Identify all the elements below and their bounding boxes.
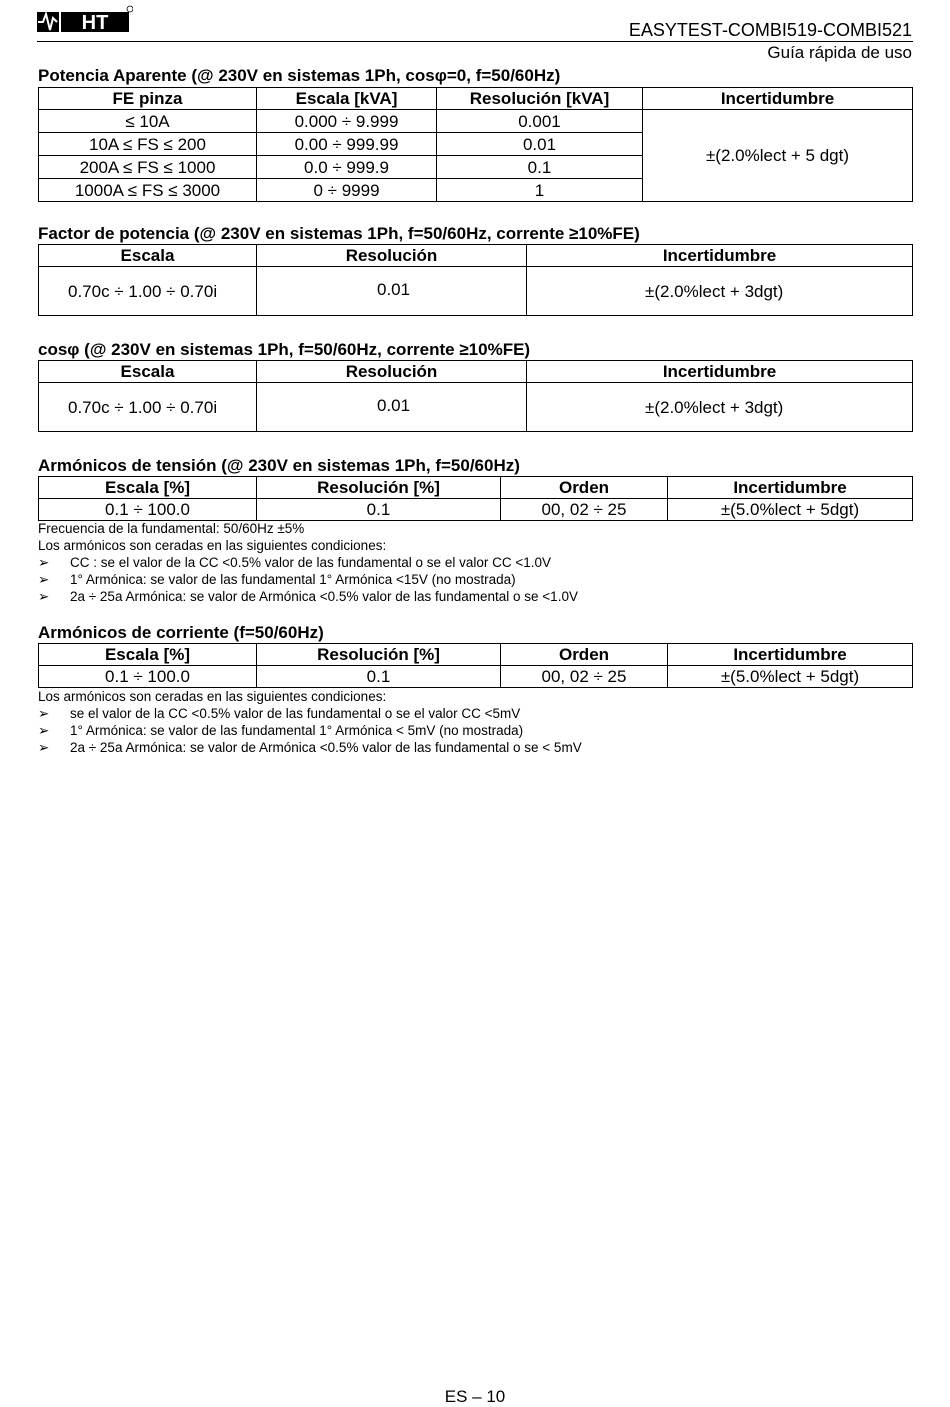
col-header: Resolución [%] [257,644,501,666]
header-divider [37,41,913,42]
arrow-bullet-icon: ➢ [38,589,50,604]
col-header: Escala [kVA] [257,88,437,110]
note-fundamental-frequency: Frecuencia de la fundamental: 50/60Hz ±5% [38,521,305,536]
section-title-apparent-power: Potencia Aparente (@ 230V en sistemas 1Ph, cosφ=0, f=50/60Hz) [38,66,561,85]
apparent-power-table [38,87,913,202]
table-row [39,666,913,688]
current-harmonics-table [38,643,913,688]
list-item [38,589,578,605]
document-subtitle: Guía rápida de uso [767,43,912,62]
cell: 0.0 ÷ 999.9 [257,156,437,179]
list-item [38,723,523,739]
cell: 00, 02 ÷ 25 [501,666,668,688]
document-model: EASYTEST-COMBI519-COMBI521 [628,20,912,40]
arrow-bullet-icon: ➢ [38,555,50,570]
cell: 0.1 [257,499,501,521]
cell: 0 ÷ 9999 [257,179,437,202]
cell: ±(5.0%lect + 5dgt) [668,666,913,688]
arrow-bullet-icon: ➢ [38,723,50,738]
table-row [39,110,913,133]
power-factor-table [38,244,913,316]
list-item [38,706,520,722]
col-header: Orden [501,477,668,499]
table-row [39,383,913,432]
cell: 0.1 [257,666,501,688]
col-header: Resolución [%] [257,477,501,499]
list-item [38,572,516,588]
col-header: Resolución [kVA] [437,88,643,110]
col-header: Incertidumbre [527,361,913,383]
list-item-text: se el valor de la CC <0.5% valor de las fundamental o se el valor CC <5mV [70,706,521,721]
section-title-cosphi: cosφ (@ 230V en sistemas 1Ph, f=50/60Hz, corrente ≥10%FE) [38,340,531,359]
voltage-harmonics-table [38,476,913,521]
list-item-text: 1° Armónica: se valor de las fundamental 1° Armónica < 5mV (no mostrada) [70,723,524,738]
cell: ±(2.0%lect + 3dgt) [527,267,913,316]
cell: 1000A ≤ FS ≤ 3000 [39,179,257,202]
cell: 0.1 [437,156,643,179]
cell: 0.00 ÷ 999.99 [257,133,437,156]
cell: 0.01 [437,133,643,156]
cell: ±(2.0%lect + 3dgt) [527,383,913,432]
cell: 200A ≤ FS ≤ 1000 [39,156,257,179]
col-header: Incertidumbre [668,477,913,499]
col-header: Escala [%] [39,477,257,499]
ht-logo [37,4,133,36]
cell: 0.1 ÷ 100.0 [39,499,257,521]
note-conditions: Los armónicos son ceradas en las siguientes condiciones: [38,689,387,704]
table-row [39,499,913,521]
uncertainty-cell: ±(2.0%lect + 5 dgt) [643,110,913,202]
cell: 0.01 [257,383,527,432]
cell: 0.01 [257,267,527,316]
col-header: Resolución [257,361,527,383]
list-item-text: CC : se el valor de la CC <0.5% valor de las fundamental o se el valor CC <1.0V [70,555,551,570]
cell: 0.000 ÷ 9.999 [257,110,437,133]
brand-text: HT [81,12,109,34]
list-item-text: 2a ÷ 25a Armónica: se valor de Armónica <0.5% valor de las fundamental o se < 5mV [70,740,582,755]
list-item-text: 1° Armónica: se valor de las fundamental 1° Armónica <15V (no mostrada) [70,572,516,587]
section-title-voltage-harmonics: Armónicos de tensión (@ 230V en sistemas 1Ph, f=50/60Hz) [38,456,520,475]
arrow-bullet-icon: ➢ [38,572,50,587]
cell: 0.001 [437,110,643,133]
section-title-current-harmonics: Armónicos de corriente (f=50/60Hz) [38,623,324,642]
page-number: ES – 10 [444,1387,506,1406]
section-title-power-factor: Factor de potencia (@ 230V en sistemas 1Ph, f=50/60Hz, corrente ≥10%FE) [38,224,640,243]
col-header: Escala [39,361,257,383]
col-header: Resolución [257,245,527,267]
arrow-bullet-icon: ➢ [38,740,50,755]
col-header: FE pinza [39,88,257,110]
cell: ±(5.0%lect + 5dgt) [668,499,913,521]
cell: 1 [437,179,643,202]
table-row [39,267,913,316]
cell: ≤ 10A [39,110,257,133]
list-item [38,555,551,571]
cell: 0.70c ÷ 1.00 ÷ 0.70i [39,267,257,316]
col-header: Incertidumbre [643,88,913,110]
list-item-text: 2a ÷ 25a Armónica: se valor de Armónica <0.5% valor de las fundamental o se <1.0V [70,589,578,604]
col-header: Incertidumbre [527,245,913,267]
cell: 0.1 ÷ 100.0 [39,666,257,688]
col-header: Escala [39,245,257,267]
list-item [38,740,582,756]
cell: 00, 02 ÷ 25 [501,499,668,521]
col-header: Orden [501,644,668,666]
arrow-bullet-icon: ➢ [38,706,50,721]
cell: 10A ≤ FS ≤ 200 [39,133,257,156]
col-header: Escala [%] [39,644,257,666]
cell: 0.70c ÷ 1.00 ÷ 0.70i [39,383,257,432]
note-conditions: Los armónicos son ceradas en las siguientes condiciones: [38,538,387,553]
cosphi-table [38,360,913,432]
col-header: Incertidumbre [668,644,913,666]
